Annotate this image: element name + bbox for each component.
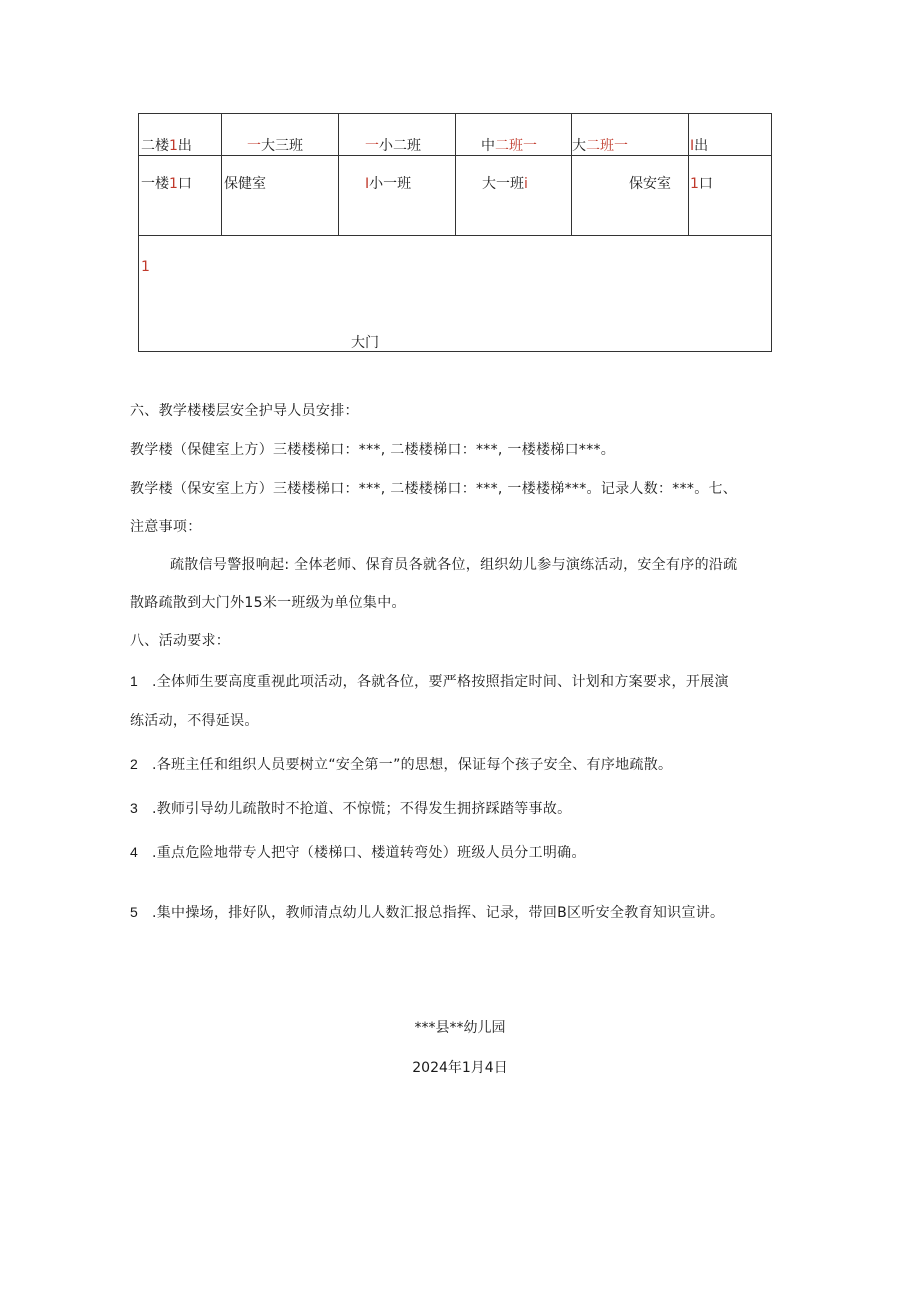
list-item: 5 .集中操场，排好队，教师清点幼儿人数汇报总指挥、记录，带回B区听安全教育知识宣讲。 bbox=[130, 904, 725, 921]
column-divider bbox=[338, 114, 339, 235]
section8-heading: 八、活动要求： bbox=[130, 633, 231, 649]
list-item-continuation: 练活动，不得延误。 bbox=[130, 713, 259, 729]
section6-line2: 教学楼（保安室上方）三楼楼梯口：***, 二楼楼梯口：***, 一楼楼梯***。记录人数：***。七、 bbox=[130, 481, 738, 497]
room-cell-da-yi-ban: 大一班i bbox=[482, 176, 528, 192]
floor-plan bbox=[138, 113, 772, 352]
list-item: 2 .各班主任和组织人员要树立“安全第一”的思想，保证每个孩子安全、有序地疏散。 bbox=[130, 756, 673, 773]
section7-heading: 注意事项： bbox=[130, 519, 202, 535]
room-cell-xiao-er-ban: 一小二班 bbox=[365, 138, 421, 154]
section6-line1: 教学楼（保健室上方）三楼楼梯口：***, 二楼楼梯口：***, 一楼楼梯口***。 bbox=[130, 442, 616, 458]
room-cell-2f-exit-right: I出 bbox=[690, 138, 709, 154]
column-divider bbox=[455, 114, 456, 235]
list-item: 1 .全体师生要高度重视此项活动，各就各位，要严格按照指定时间、计划和方案要求，开展演 bbox=[130, 673, 729, 690]
row-divider bbox=[139, 235, 771, 236]
room-cell-zhong-er-ban: 中二班一 bbox=[481, 138, 537, 154]
list-item: 3 .教师引导幼儿疏散时不抢道、不惊慌；不得发生拥挤踩踏等事故。 bbox=[130, 800, 572, 817]
list-item: 4 .重点危险地带专人把守（楼梯口、楼道转弯处）班级人员分工明确。 bbox=[130, 844, 586, 861]
yard-marker: 1 bbox=[141, 259, 150, 275]
document-date: 2024年1月4日 bbox=[412, 1060, 508, 1076]
room-cell-1f-exit-right: 1口 bbox=[690, 176, 713, 192]
section7-para-line2: 散路疏散到大门外15米一班级为单位集中。 bbox=[130, 595, 406, 611]
section7-para-line1: 疏散信号警报响起: 全体老师、保育员各就各位，组织幼儿参与演练活动，安全有序的沿疏 bbox=[170, 557, 738, 573]
room-cell-xiao-yi-ban: I小一班 bbox=[365, 176, 412, 192]
room-cell-2f-exit-left: 二楼1出 bbox=[141, 138, 192, 154]
room-cell-1f-exit-left: 一楼1口 bbox=[141, 176, 192, 192]
room-cell-da-er-ban: 大二班一 bbox=[572, 138, 628, 154]
column-divider bbox=[688, 114, 689, 235]
column-divider bbox=[221, 114, 222, 235]
section6-heading: 六、教学楼楼层安全护导人员安排： bbox=[130, 403, 359, 419]
gate-label: 大门 bbox=[351, 335, 379, 351]
room-cell-da-san-ban: 一大三班 bbox=[247, 138, 303, 154]
room-cell-security-room: 保安室 bbox=[629, 176, 671, 192]
room-cell-health-room: 保健室 bbox=[224, 176, 266, 192]
organization-name: ***县**幼儿园 bbox=[414, 1020, 506, 1036]
column-divider bbox=[571, 114, 572, 235]
